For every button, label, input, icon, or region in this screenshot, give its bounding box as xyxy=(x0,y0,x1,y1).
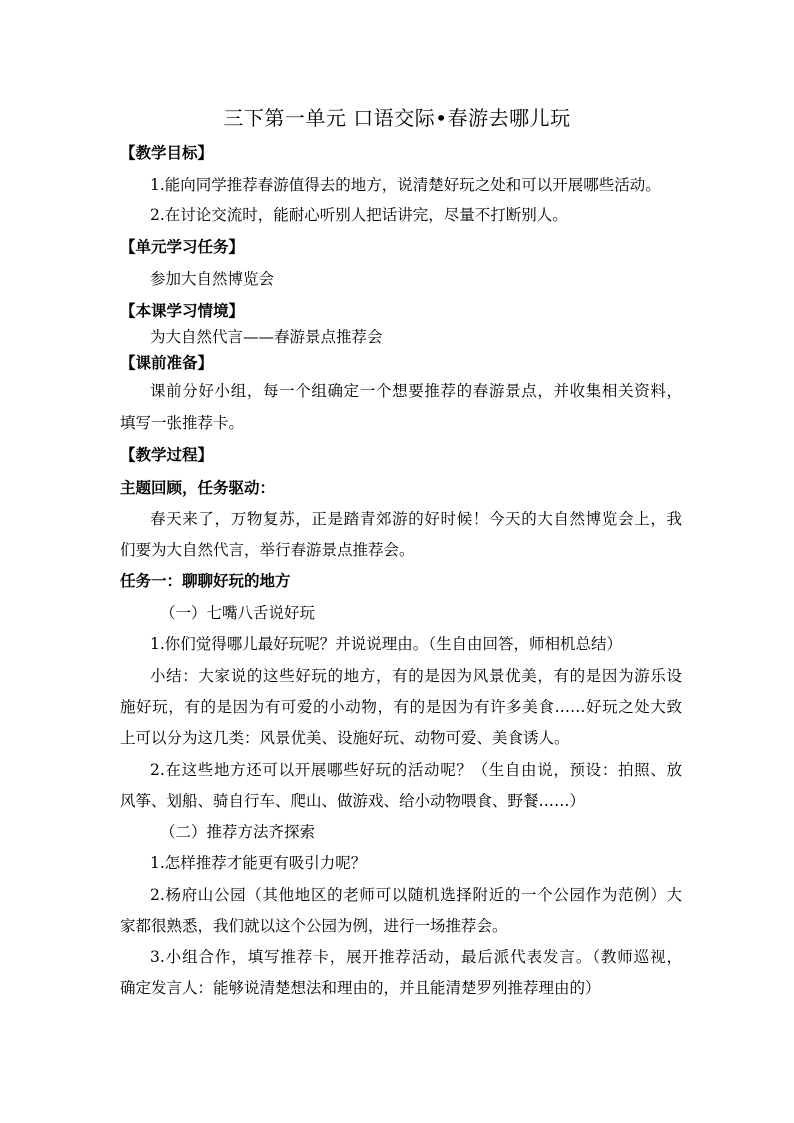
theme-line-2: 们要为大自然代言，举行春游景点推荐会。 xyxy=(120,541,415,559)
summary-line-2: 施好玩，有的是因为有可爱的小动物，有的是因为有许多美食……好玩之处大致 xyxy=(120,698,682,716)
summary-line-3: 上可以分为这几类：风景优美、设施好玩、动物可爱、美食诱人。 xyxy=(120,729,570,747)
goal-item-2: 2.在讨论交流时，能耐心听别人把话讲完，尽量不打断别人。 xyxy=(150,206,568,224)
recommend-item-3-line-2: 确定发言人：能够说清楚想法和理由的，并且能清楚罗列推荐理由的） xyxy=(120,979,601,997)
task-heading: 【单元学习任务】 xyxy=(120,238,245,256)
page-title: 三下第一单元 口语交际•春游去哪儿玩 xyxy=(223,106,571,130)
goal-item-1: 1.能向同学推荐春游值得去的地方，说清楚好玩之处和可以开展哪些活动。 xyxy=(150,176,661,194)
task-text: 参加大自然博览会 xyxy=(150,270,275,288)
recommend-item-2-line-1: 2.杨府山公园（其他地区的老师可以随机选择附近的一个公园作为范例）大 xyxy=(150,886,682,904)
sub1-heading: （一）七嘴八舌说好玩 xyxy=(160,604,316,622)
recommend-item-3-line-1: 3.小组合作，填写推荐卡，展开推荐活动，最后派代表发言。（教师巡视， xyxy=(150,948,682,966)
theme-line-1: 春天来了，万物复苏，正是踏青郊游的好时候！今天的大自然博览会上，我 xyxy=(150,510,682,528)
prep-line-2: 填写一张推荐卡。 xyxy=(120,414,245,432)
theme-heading: 主题回顾，任务驱动： xyxy=(120,479,276,497)
sub2-heading: （二）推荐方法齐探索 xyxy=(160,823,316,841)
prep-line-1: 课前分好小组，每一个组确定一个想要推荐的春游景点，并收集相关资料， xyxy=(150,382,682,400)
question-1: 1.你们觉得哪儿最好玩呢？并说说理由。（生自由回答，师相机总结） xyxy=(150,635,623,653)
goals-heading: 【教学目标】 xyxy=(120,144,214,162)
recommend-item-1: 1.怎样推荐才能更有吸引力呢？ xyxy=(150,854,367,872)
context-text: 为大自然代言——春游景点推荐会 xyxy=(150,328,383,346)
question-2-line-1: 2.在这些地方还可以开展哪些好玩的活动呢？（生自由说，预设：拍照、放 xyxy=(150,761,682,779)
summary-line-1: 小结：大家说的这些好玩的地方，有的是因为风景优美，有的是因为游乐设 xyxy=(150,667,682,685)
recommend-item-2-line-2: 家都很熟悉，我们就以这个公园为例，进行一场推荐会。 xyxy=(120,917,508,935)
process-heading: 【教学过程】 xyxy=(120,446,214,464)
prep-heading: 【课前准备】 xyxy=(120,354,214,372)
question-2-line-2: 风筝、划船、骑自行车、爬山、做游戏、给小动物喂食、野餐……） xyxy=(120,792,586,810)
task1-heading: 任务一：聊聊好玩的地方 xyxy=(120,572,291,590)
context-heading: 【本课学习情境】 xyxy=(120,302,245,320)
